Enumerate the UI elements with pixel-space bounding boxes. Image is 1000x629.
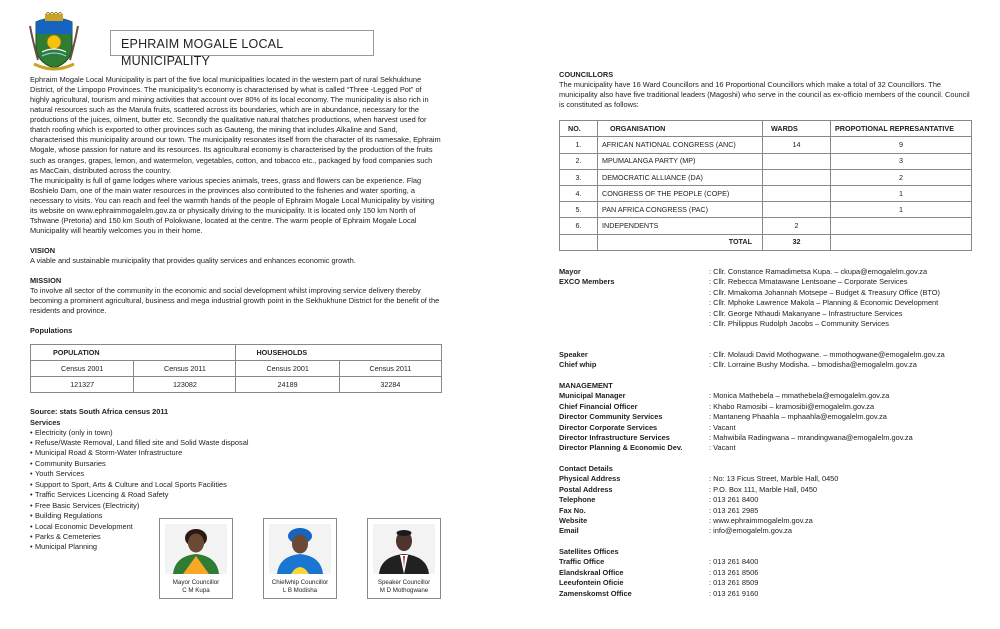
satellite-label: Leeufontein Oficie	[559, 578, 624, 588]
census-column-header: Census 2001	[236, 361, 339, 377]
row-pr: 9	[831, 137, 972, 153]
satellite-value: : 013 261 8506	[709, 567, 759, 577]
total-label: TOTAL	[598, 234, 763, 250]
left-column	[30, 75, 442, 553]
contact-value: : P.O. Box 111, Marble Hall, 0450	[709, 484, 818, 494]
table-row	[560, 153, 972, 169]
right-column	[559, 70, 972, 251]
table-row	[560, 202, 972, 218]
chiefwhip-value: : Cllr. Lorraine Bushy Modisha. – bmodisha@emogalelm.gov.za	[709, 360, 917, 370]
management-value: : Vacant	[709, 443, 736, 453]
row-organisation: INDEPENDENTS	[598, 218, 763, 234]
satellites-heading: Satellites Offices	[559, 547, 619, 556]
council-col-organisation: ORGANISATION	[598, 121, 763, 137]
management-value: : Khabo Ramosibi – kramosibi@emogalelm.gov.za	[709, 401, 875, 411]
management-label: Director Corporate Services	[559, 422, 658, 432]
exco-blank	[559, 319, 709, 329]
intro-paragraph: The municipality is full of game lodges where various species animals, trees, grass and flowers can be experience. Flag Boshielo Dam, one of the main water resources in the provinces also contributed to the fisheries and water sporting, a necessary to visits. You can reach and feel the warmth hands of the people of Ephraim Mogale Local Municipality by visiting its website on www.ephraimmogalelm.gov.za or physically driving to the municipality. It is located only 150 km North of Tshwane (Pretoria) and 150 km South of Polokwane, located at the centre. The warm people of Ephraim Mogale Local Municipality will heartily welcomes you in their home.	[30, 175, 435, 235]
contact-value: : 013 261 8400	[709, 495, 759, 505]
table-total-row	[560, 234, 972, 250]
row-wards	[763, 153, 831, 169]
speaker-value: : Cllr. Molaudi David Mothogwane. – mmothogwane@emogalelm.gov.za	[709, 350, 945, 359]
contact-heading: Contact Details	[559, 464, 613, 473]
vision-text: A viable and sustainable municipality that provides quality services and enhances economic growth.	[30, 256, 356, 266]
contact-label: Postal Address	[559, 484, 613, 494]
photo-caption	[160, 579, 232, 595]
row-pr: 3	[831, 153, 972, 169]
row-no: 1.	[560, 137, 598, 153]
list-item: • Community Bursaries	[30, 459, 442, 469]
management-value: : Vacant	[709, 422, 736, 432]
management-label: Chief Financial Officer	[559, 401, 638, 411]
row-no: 2.	[560, 153, 598, 169]
intro-paragraph: Ephraim Mogale Local Municipality is part of the five local municipalities located in the western part of rural Sekhukhune District, of the Limpopo Provinces. The municipality’s economy is characterised by what is called “Three -Legged Pot” of highly agricultural, tourism and mining activities that account over 80% of its local economy. The municipality is also rich in natural resources such as the Marula fruits, scattered across its boundaries, which are in abundance, necessary for the productions of the juices, oilment, butter etc. Secondly the qualitative natural thatches productions, when harvest used for thatch roofing which is exported to other provinces such as Gauteng, the mining that includes Alkaline and Sand, characterised this municipality around our town. The municipality resonates itself from the character of its namesake, Ephraim Mogale, whose passion for nature and its resources. Its agricultural economy is characterised by the production of the fruits such as oranges, grapes, lemon, and watermelon, vegetables, cotton, and tobacco etc., packaged by food companies such as MacCain, distributed across the country.	[30, 75, 441, 175]
census-value: 32284	[339, 377, 441, 393]
page-title: EPHRAIM MOGALE LOCAL MUNICIPALITY	[110, 30, 374, 56]
table-row	[560, 218, 972, 234]
management-value: : Mahwibila Radingwana – mrandingwana@emogalelm.gov.za	[709, 432, 913, 442]
row-wards	[763, 186, 831, 202]
row-wards: 14	[763, 137, 831, 153]
photo-caption	[368, 579, 440, 595]
list-item: • Local Economic Development	[30, 522, 442, 532]
executive-list	[559, 267, 979, 329]
email-link[interactable]: : info@emogalelm.gov.za	[709, 526, 792, 536]
satellite-value: : 013 261 8400	[709, 557, 759, 567]
mission-heading: MISSION	[30, 276, 62, 286]
councillors-heading: COUNCILLORS	[559, 70, 614, 79]
exco-member: : Cllr. Rebecca Mmatawane Lentsoane – Corporate Services	[709, 277, 908, 287]
census-value: 121327	[31, 377, 134, 393]
census-column-header: Census 2011	[339, 361, 441, 377]
census-value: 123082	[134, 377, 236, 393]
contact-list	[559, 464, 979, 537]
row-pr: 2	[831, 169, 972, 185]
management-list	[559, 381, 979, 454]
row-pr: 1	[831, 186, 972, 202]
exco-member: : Cllr. Philippus Rudolph Jacobs – Community Services	[709, 318, 889, 328]
management-value: : Monica Mathebela – mmathebela@emogalelm.gov.za	[709, 391, 890, 401]
row-no: 3.	[560, 169, 598, 185]
municipal-crest-logo	[28, 12, 80, 72]
speaker-label: Speaker	[559, 350, 588, 359]
council-table	[559, 120, 972, 251]
table-row	[560, 137, 972, 153]
photo-caption-role: Chiefwhip Councillor	[271, 579, 329, 586]
chiefwhip-photo-card	[263, 518, 337, 599]
speaker-list	[559, 350, 979, 371]
chiefwhip-portrait-image	[269, 524, 331, 574]
council-col-wards: WARDS	[763, 121, 831, 137]
satellite-value: : 013 261 8509	[709, 578, 759, 588]
satellite-label: Traffic Office	[559, 557, 605, 567]
website-link[interactable]: : www.ephraimmogalelm.gov.za	[709, 515, 813, 525]
list-item: • Support to Sport, Arts & Culture and Local Sports Facilities	[30, 480, 442, 490]
census-value: 24189	[236, 377, 339, 393]
population-source: Source: stats South Africa census 2011	[30, 407, 169, 417]
list-item: • Parks & Cemeteries	[30, 532, 442, 542]
speaker-portrait-image	[373, 524, 435, 574]
row-no: 4.	[560, 186, 598, 202]
list-item: • Municipal Road & Storm-Water Infrastructure	[30, 448, 442, 458]
list-item: • Refuse/Waste Removal, Land filled site and Solid Waste disposal	[30, 438, 442, 448]
contact-value: : 013 261 2985	[709, 505, 759, 515]
table-row	[560, 186, 972, 202]
population-group-header: POPULATION	[31, 345, 236, 361]
mayor-portrait-image	[165, 524, 227, 574]
photo-caption-name: C M Kupa	[182, 587, 210, 595]
list-item: • Electricity (only in town)	[30, 428, 442, 438]
row-organisation: DEMOCRATIC ALLIANCE (DA)	[598, 169, 763, 185]
row-no: 5.	[560, 202, 598, 218]
satellite-label: Zamenskomst Office	[559, 588, 632, 598]
mayor-value: : Cllr. Constance Ramadimetsa Kupa. – ckupa@emogalelm.gov.za	[709, 267, 928, 276]
row-organisation: CONGRESS OF THE PEOPLE (COPE)	[598, 186, 763, 202]
row-organisation: AFRICAN NATIONAL CONGRESS (ANC)	[598, 137, 763, 153]
satellites-list	[559, 547, 979, 599]
contact-label: Email	[559, 526, 579, 536]
populations-table	[30, 344, 442, 393]
satellite-value: : 013 261 9160	[709, 588, 759, 598]
mayor-label: Mayor	[559, 267, 581, 276]
management-label: Director Community Services	[559, 412, 663, 422]
exco-member: : Cllr. George Nthaudi Makanyane – Infrastructure Services	[709, 308, 903, 318]
contact-label: Telephone	[559, 495, 596, 505]
vision-heading: VISION	[30, 246, 56, 255]
exco-label: EXCO Members	[559, 277, 615, 287]
councillor-photos	[159, 518, 441, 599]
list-item: • Traffic Services Licencing & Road Safety	[30, 490, 442, 500]
councillors-text: The municipality have 16 Ward Councillors and 16 Proportional Councillors which make a total of 32 Councillors. The municipality also have five traditional leaders (Magoshi) who serve in the council as ex-officio members of the council. Council is constituted as follows:	[559, 80, 970, 110]
photo-caption-role: Speaker Councillor	[377, 579, 431, 586]
mayor-photo-card	[159, 518, 233, 599]
management-label: Director Planning & Economic Dev.	[559, 443, 683, 453]
contact-value: : No: 13 Ficus Street, Marble Hall, 0450	[709, 474, 839, 484]
council-col-pr: PROPOTIONAL REPRESANTATIVE	[831, 121, 972, 137]
management-label: Municipal Manager	[559, 391, 626, 401]
households-group-header: HOUSEHOLDS	[236, 345, 442, 361]
row-wards	[763, 202, 831, 218]
census-column-header: Census 2011	[134, 361, 236, 377]
contact-label: Fax No.	[559, 505, 586, 515]
exco-blank	[559, 309, 709, 319]
photo-caption-name: M D Mothogwane	[379, 587, 429, 595]
speaker-photo-card	[367, 518, 441, 599]
row-wards	[763, 169, 831, 185]
exco-member: : Cllr. Mmakoma Johannah Motsepe – Budget & Treasury Office (BTO)	[709, 287, 940, 297]
populations-heading: Populations	[30, 326, 73, 336]
row-pr: 1	[831, 202, 972, 218]
management-heading: MANAGEMENT	[559, 381, 613, 390]
management-label: Director Infrastructure Services	[559, 432, 670, 442]
total-value: 32	[763, 234, 831, 250]
services-heading: Services	[30, 417, 61, 427]
intro-text	[30, 75, 442, 236]
photo-caption-name: L B Modisha	[282, 587, 318, 595]
row-pr	[831, 218, 972, 234]
list-item: • Free Basic Services (Electricity)	[30, 501, 442, 511]
contact-label: Website	[559, 515, 588, 525]
council-col-no: NO.	[560, 121, 598, 137]
photo-caption-role: Mayor Councillor	[172, 579, 220, 586]
row-no: 6.	[560, 218, 598, 234]
list-item: • Youth Services	[30, 469, 442, 479]
list-item: • Municipal Planning	[30, 542, 442, 552]
exco-member: : Cllr. Mphoke Lawrence Makola – Planning & Economic Development	[709, 298, 939, 308]
census-column-header: Census 2001	[31, 361, 134, 377]
mission-text: To involve all sector of the community in the economic and social development whilst improving service delivery thereby becoming a prominent agricultural, business and mega industrial growth point in the Sekhukhune District for the benefit of the residents and province.	[30, 286, 440, 316]
satellite-label: Elandskraal Office	[559, 567, 624, 577]
contact-label: Physical Address	[559, 474, 621, 484]
chiefwhip-label: Chief whip	[559, 360, 597, 370]
list-item: • Building Regulations	[30, 511, 442, 521]
photo-caption	[264, 579, 336, 595]
row-organisation: MPUMALANGA PARTY (MP)	[598, 153, 763, 169]
management-value: : Mantaneng Phaahla – mphaahla@emogalelm.gov.za	[709, 412, 887, 422]
exco-blank	[559, 288, 709, 298]
table-row	[560, 169, 972, 185]
row-wards: 2	[763, 218, 831, 234]
exco-blank	[559, 298, 709, 308]
row-organisation: PAN AFRICA CONGRESS (PAC)	[598, 202, 763, 218]
